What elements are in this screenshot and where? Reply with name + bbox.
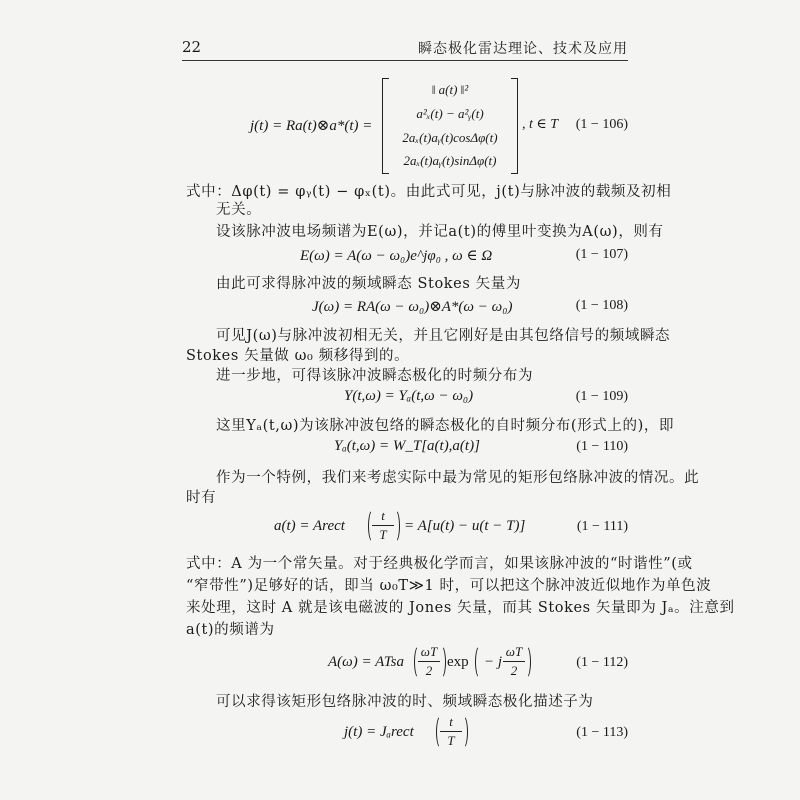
matrix-row-1: ‖ a(t) ‖² [431,82,469,97]
matrix-row-3: 2aₓ(t)aᵧ(t)cosΔφ(t) [402,130,498,145]
fraction-numerator: t [449,714,453,729]
eq-107-number: (1 − 107) [575,247,628,262]
paragraph-line: 时有 [186,490,217,506]
eq-112-minus-j: − j [484,654,503,670]
paragraph-line: 无关。 [216,202,262,218]
right-paren [458,715,468,749]
eq-113-lhs: j(t) = Jₐrect [344,724,414,740]
matrix-row-2: a²ₓ(t) − a²ᵧ(t) [416,106,484,121]
fraction-denominator: T [447,733,455,748]
fraction-denominator: 2 [510,663,518,678]
fraction-numerator: t [381,508,385,523]
paragraph-line: 来处理，这时 A 就是该电磁波的 Jones 矢量，而其 Stokes 矢量即为 Jₐ。注意到 [186,600,735,616]
eq-106-lhs: j(t) = Ra(t)⊗a*(t) = [250,118,373,134]
eq-112-exp: exp [447,654,469,670]
eq-106-matrix [382,78,518,174]
paragraph-line: 式中：Δφ(t) = φᵧ(t) − φₓ(t)。由此式可见，j(t)与脉冲波的载频及初相 [186,184,672,200]
fraction-denominator: T [379,527,387,542]
paragraph-line: 这里Yₐ(t,ω)为该脉冲波包络的瞬态极化的自时频分布(形式上的)，即 [216,418,675,434]
header-rule [182,60,628,61]
fraction-denominator: 2 [425,663,433,678]
eq-110-expr: Yₐ(t,ω) = W_T[a(t),a(t)] [334,438,480,454]
eq-111-lhs: a(t) = Arect [274,518,345,534]
right-paren [521,645,531,679]
paragraph-line: 由此可求得脉冲波的频域瞬态 Stokes 矢量为 [216,276,521,292]
paragraph-line: Stokes 矢量做 ω₀ 频移得到的。 [186,348,410,364]
right-paren [390,509,400,543]
eq-113-number: (1 − 113) [576,725,628,740]
paragraph-line: 可见J(ω)与脉冲波初相无关，并且它刚好是由其包络信号的频域瞬态 [216,328,671,344]
eq-111-rhs: = A[u(t) − u(t − T)] [404,518,526,534]
page-header [182,38,628,60]
eq-112-lhs: A(ω) = ATsa [328,654,405,670]
fraction-numerator: ωT [420,644,438,659]
paragraph-line: 可以求得该矩形包络脉冲波的时、频域瞬态极化描述子为 [216,694,594,710]
paragraph-line: 进一步地，可得该脉冲波瞬态极化的时频分布为 [216,368,534,384]
paragraph-line: 作为一个特例，我们来考虑实际中最为常见的矩形包络脉冲波的情况。此 [216,470,700,486]
paragraph-line: a(t)的频谱为 [186,622,275,638]
eq-110-number: (1 − 110) [576,439,628,454]
paragraph-line: “窄带性”)足够好的话，即当 ω₀T≫1 时，可以把这个脉冲波近似地作为单色波 [186,578,712,594]
page-number: 22 [182,38,202,56]
matrix-row-4: 2aₓ(t)aᵧ(t)sinΔφ(t) [403,153,497,168]
eq-109-expr: Y(t,ω) = Yₐ(t,ω − ω₀) [344,388,474,404]
eq-111-number: (1 − 111) [576,519,628,534]
eq-106-number: (1 − 106) [575,117,628,132]
eq-112-number: (1 − 112) [576,655,628,670]
paragraph-line: 设该脉冲波电场频谱为E(ω)，并记a(t)的傅里叶变换为A(ω)，则有 [216,224,664,240]
fraction-numerator: ωT [505,644,523,659]
running-title: 瞬态极化雷达理论、技术及应用 [418,41,628,57]
paragraph-line: 式中：A 为一个常矢量。对于经典极化学而言，如果该脉冲波的“时谐性”(或 [186,556,693,572]
eq-106-condition: , t ∈ T [522,117,559,132]
eq-107-expr: E(ω) = A(ω − ω₀)e^jφ₀ , ω ∈ Ω [300,248,493,264]
eq-108-expr: J(ω) = RA(ω − ω₀)⊗A*(ω − ω₀) [312,299,513,315]
right-paren [436,645,446,679]
eq-109-number: (1 − 109) [575,389,628,404]
eq-108-number: (1 − 108) [575,298,628,313]
